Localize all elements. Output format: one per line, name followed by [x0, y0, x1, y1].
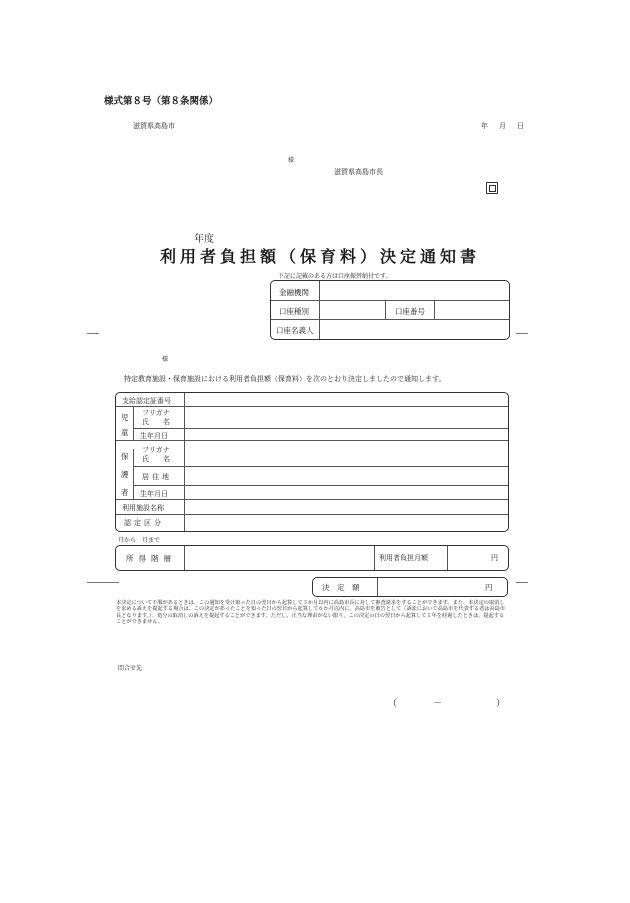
account-number-label: 口座番号 [395, 307, 425, 316]
cert-number-label: 支給認定証番号 [122, 397, 171, 405]
guardian-furigana-label: フリガナ [142, 446, 170, 454]
monthly-charge-label: 利用者負担月額 [379, 554, 428, 562]
bank-caption: 下記に記載のある方は口座振替納付です。 [278, 273, 392, 280]
issuer-name: 滋賀県高島市長 [334, 168, 383, 176]
document-title: 利用者負担額（保育料）決定通知書 [160, 247, 481, 266]
certification-category-label: 認定区分 [124, 519, 164, 527]
child-name-label: 氏 名 [142, 418, 170, 426]
child-info-table [115, 392, 509, 532]
recipient-sama: 様 [288, 157, 295, 164]
addressee-sama: 様 [162, 356, 169, 363]
monthly-yen-label: 円 [491, 554, 498, 562]
child-birthdate-label: 生年月日 [140, 432, 168, 440]
contact-phone: （ － ） [388, 699, 506, 709]
child-group-char-1: 児 [121, 413, 129, 422]
period-label: 月から 月まで [118, 537, 161, 544]
income-table [115, 545, 509, 571]
income-bracket-label: 所得階層 [126, 554, 176, 563]
issue-date: 年 月 日 [481, 122, 526, 130]
decision-yen-label: 円 [485, 583, 493, 592]
fiscal-year-label: 年度 [194, 234, 214, 245]
child-furigana-label: フリガナ [142, 409, 170, 417]
guardian-group-char-2: 護 [121, 470, 129, 479]
guardian-name-label: 氏 名 [142, 455, 170, 463]
bank-info-table [270, 280, 510, 340]
guardian-group-char-1: 保 [121, 452, 129, 461]
guardian-address-label: 居住地 [142, 473, 172, 481]
fold-mark [87, 582, 119, 583]
recipient-city: 滋賀県高島市 [133, 122, 175, 130]
form-number: 様式第８号（第８条関係） [104, 96, 219, 107]
contact-label: 問合せ先 [118, 665, 143, 672]
facility-name-label: 利用施設名称 [122, 504, 164, 512]
fold-mark [516, 582, 528, 583]
decision-amount-box [312, 577, 508, 597]
guardian-birthdate-label: 生年月日 [140, 490, 168, 498]
account-type-label: 口座種別 [279, 307, 309, 316]
fold-mark [516, 333, 528, 334]
appeal-notice: 本決定について不服があるときは、この通知を受け取った日の翌日から起算して３か月以内に高島市長に対して審査請求をすることができます。また、本決定の取消しを求める訴えを提起する場合は、この決定があったことを知った日の翌日から起算して６か月以内に、高島市を被告として（訴訟において高島市を代表する者は高島市長となります。）、処分の取消しの訴えを提起することができます。ただし、正当な理由がない限り、この決定の日の翌日から起算して１年を経過したときは、提起することができません。 [116, 600, 506, 626]
bank-institution-label: 金融機関 [279, 288, 309, 297]
guardian-group-char-3: 者 [121, 488, 129, 497]
seal-icon [486, 182, 498, 194]
decision-amount-label: 決 定 額 [322, 583, 360, 592]
fold-mark [87, 333, 99, 334]
account-holder-label: 口座名義人 [276, 326, 314, 335]
intro-text: 特定教育施設・保育施設における利用者負担額（保育料）を次のとおり決定しましたので通知します。 [124, 375, 446, 383]
child-group-char-2: 童 [121, 428, 129, 437]
